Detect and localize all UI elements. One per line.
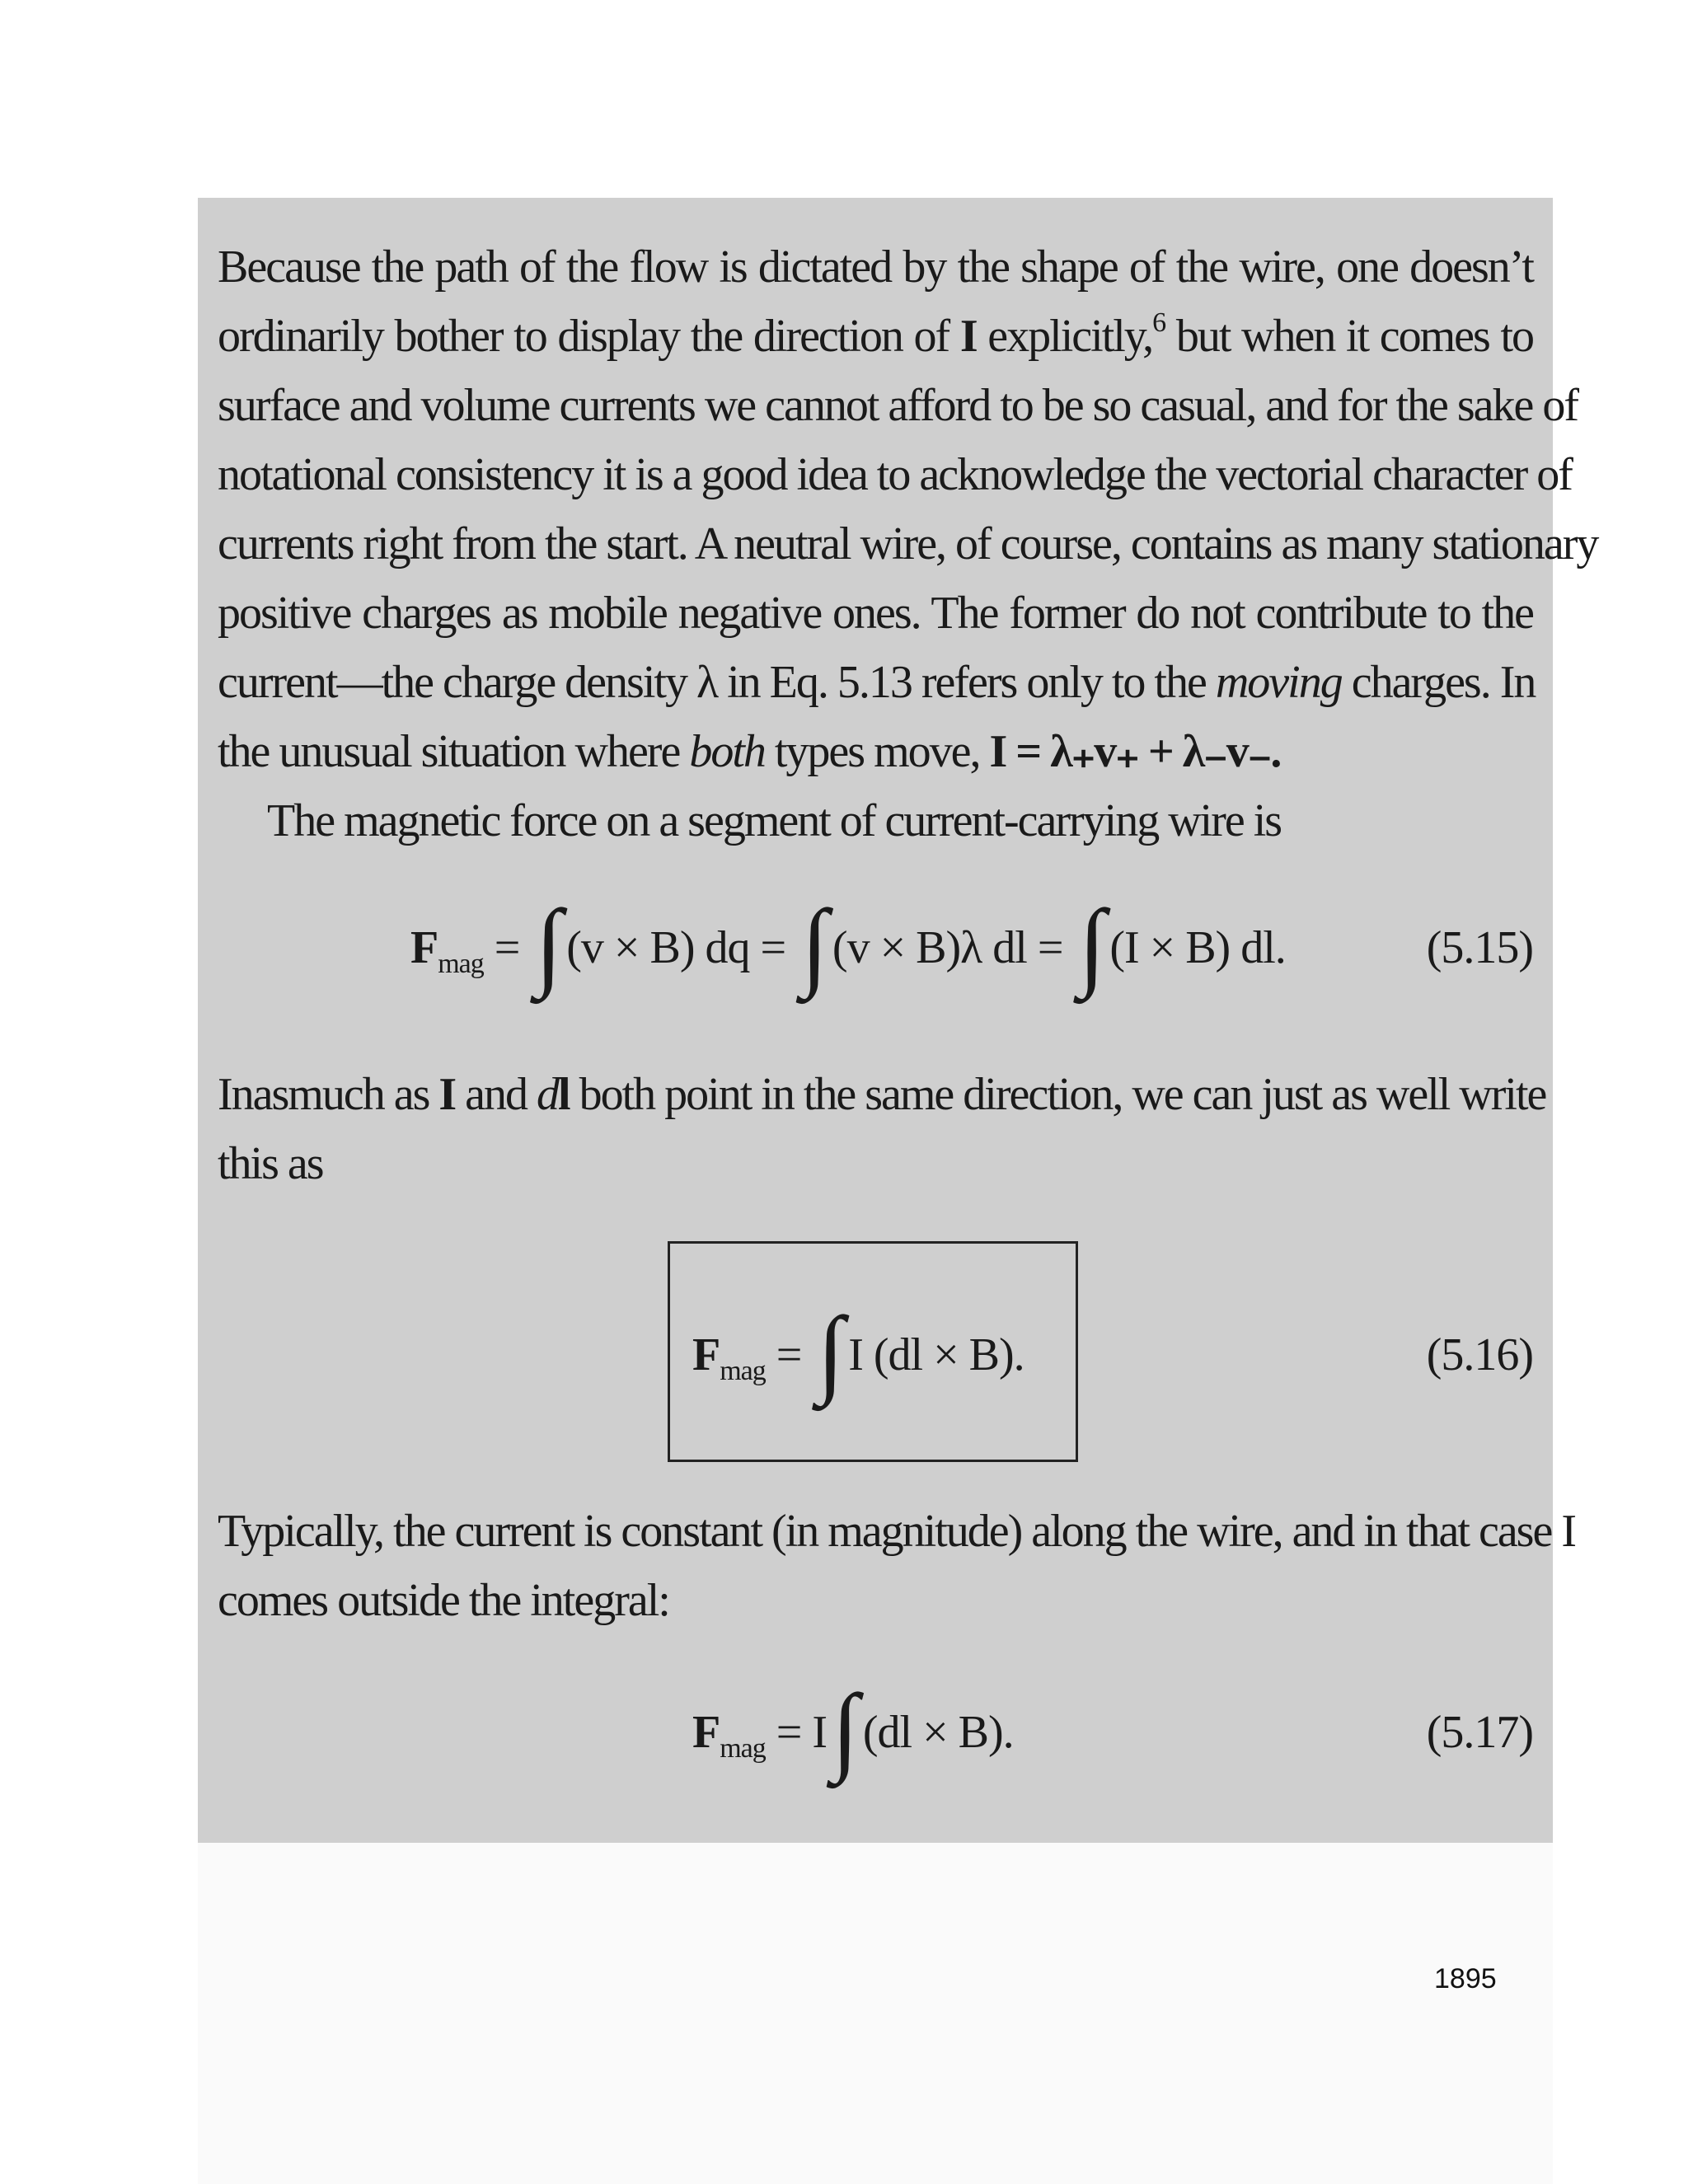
text-line: positive charges as mobile negative ones. The former do not contribute to the [218, 588, 1533, 639]
paragraph-same-direction [218, 1060, 1546, 1198]
text-line: current—the charge density λ in Eq. 5.13 refers only to the moving charges. In [218, 657, 1536, 708]
paragraph-current-direction [218, 232, 1598, 855]
page-number: 1895 [1434, 1963, 1497, 1994]
footnote-marker[interactable]: 6 [1152, 307, 1165, 338]
integral-sign: ∫ [801, 889, 828, 999]
text-line: surface and volume currents we cannot afford to be so casual, and for the sake of [218, 380, 1578, 431]
equation-number: (5.17) [1426, 1707, 1533, 1758]
paragraph-magnetic-force-intro: The magnetic force on a segment of current-carrying wire is [267, 795, 1282, 846]
equation-5-15 [198, 888, 1553, 1004]
text-line: Inasmuch as I and dl both point in the same direction, we can just as well write [218, 1069, 1546, 1120]
inline-math: I = λ₊v₊ + λ₋v₋. [989, 726, 1281, 777]
text-line: Because the path of the flow is dictated by the shape of the wire, one doesn’t [218, 241, 1533, 293]
equation-expression: $F_{mag}$ = ∫ I (dl × B). [692, 1296, 1025, 1406]
text-line: notational consistency it is a good idea to acknowledge the vectorial character of [218, 449, 1572, 500]
text-line: the unusual situation where both types move, I = λ₊v₊ + λ₋v₋. [218, 726, 1281, 777]
equation-number: (5.16) [1426, 1329, 1533, 1380]
equation-expression: $F_{mag} = I\int$ (dl × B). [692, 1674, 1014, 1783]
integral-sign: ∫ [1078, 889, 1105, 999]
text-line: currents right from the start. A neutral wire, of course, contains as many stationary [218, 518, 1598, 569]
equation-expression: $F_{mag}$ = ∫ (v × B) dq = ∫ (v × B)λ dl = ∫ (I × B) dl. [410, 889, 1286, 999]
equation-5-16 [198, 1296, 1553, 1411]
equation-number: (5.15) [1426, 922, 1533, 973]
paragraph-constant-current [218, 1497, 1575, 1635]
integral-sign: ∫ [535, 889, 562, 999]
text-line: comes outside the integral: [218, 1575, 669, 1626]
page-footer-band [198, 1843, 1553, 2184]
text-line: this as [218, 1138, 323, 1189]
integral-sign: ∫ [817, 1296, 844, 1406]
text-line: ordinarily bother to display the direction of I explicitly,$^6$ but when it comes to [218, 307, 1534, 362]
text-line: Typically, the current is constant (in magnitude) along the wire, and in that case I [218, 1506, 1575, 1557]
scanned-page-excerpt [198, 198, 1598, 1843]
equation-5-17 [198, 1673, 1553, 1788]
integral-sign: ∫ [832, 1674, 858, 1783]
